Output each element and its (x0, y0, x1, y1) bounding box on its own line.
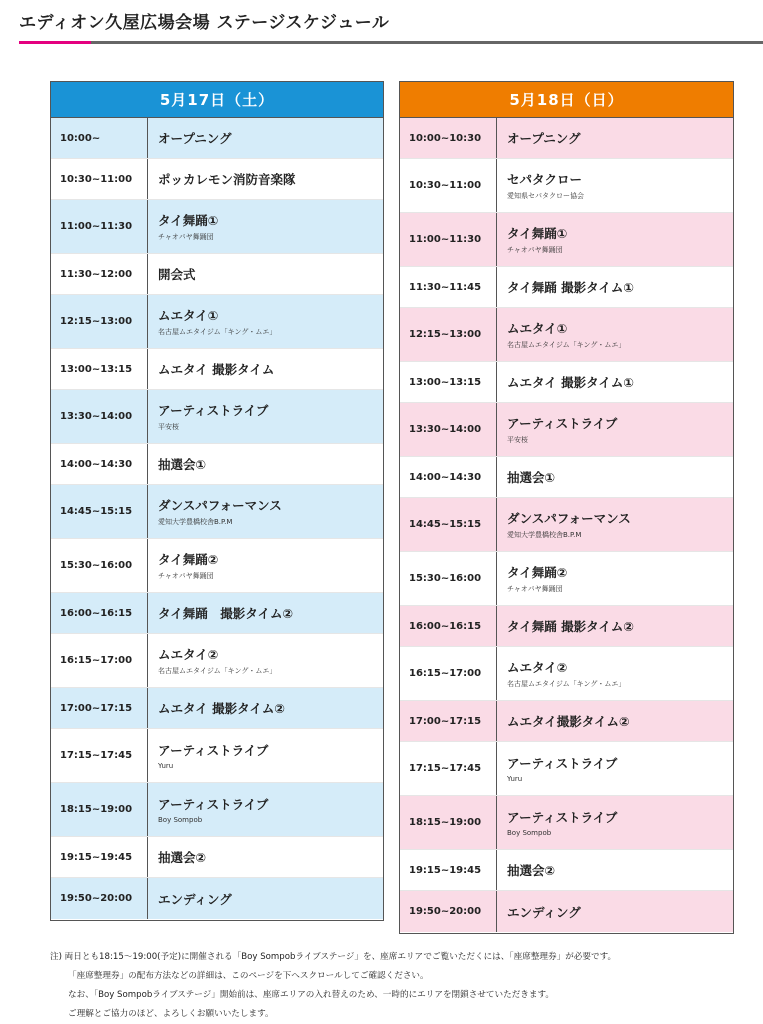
time-cell: 19:50~20:00 (51, 878, 148, 919)
schedule-row (400, 159, 733, 213)
event-cell (497, 129, 733, 147)
event-title: ムエタイ 撮影タイム (158, 362, 275, 377)
event-title: アーティストライブ (507, 416, 618, 431)
schedule-row (51, 539, 383, 593)
event-title: 抽選会① (158, 457, 207, 472)
event-performer: 名古屋ムエタイジム「キング・ムエ」 (158, 328, 277, 336)
day2-schedule-table (399, 81, 734, 934)
schedule-row (400, 742, 733, 796)
time-cell: 10:00~10:30 (400, 118, 497, 158)
time-cell: 16:00~16:15 (400, 606, 497, 646)
event-cell (148, 645, 383, 676)
schedule-row (51, 634, 383, 688)
event-performer: 名古屋ムエタイジム「キング・ムエ」 (507, 680, 626, 688)
time-cell: 13:30~14:00 (400, 403, 497, 456)
event-cell (148, 360, 383, 378)
event-cell (148, 306, 383, 337)
event-cell (148, 848, 383, 866)
schedule-row (51, 444, 383, 485)
event-title: 抽選会② (507, 863, 556, 878)
event-title: タイ舞踊 撮影タイム① (507, 280, 634, 295)
event-cell (148, 211, 383, 242)
schedule-row (400, 796, 733, 850)
event-performer: Boy Sompob (158, 816, 203, 824)
time-cell: 11:30~12:00 (51, 254, 148, 294)
event-title: タイ舞踊② (507, 565, 568, 580)
schedule-row (51, 837, 383, 878)
event-performer: 平安桜 (158, 423, 179, 431)
event-cell (497, 658, 733, 689)
time-cell: 19:50~20:00 (400, 891, 497, 932)
event-cell (148, 129, 383, 147)
event-performer: 愛知大学豊橋校舎B.P.M (158, 518, 233, 526)
time-cell: 13:30~14:00 (51, 390, 148, 443)
event-title: タイ舞踊 撮影タイム② (507, 619, 634, 634)
schedule-row (51, 783, 383, 837)
event-title: タイ舞踊② (158, 552, 219, 567)
event-performer: チャオパヤ舞踊団 (158, 233, 214, 241)
schedule-row (51, 485, 383, 539)
event-cell (148, 455, 383, 473)
schedule-row (51, 390, 383, 444)
event-title: タイ舞踊① (158, 213, 219, 228)
schedule-row (51, 118, 383, 159)
schedule-row (400, 403, 733, 457)
event-cell (497, 712, 733, 730)
event-title: 抽選会② (158, 850, 207, 865)
event-performer: 名古屋ムエタイジム「キング・ムエ」 (507, 341, 626, 349)
event-title: エンディング (507, 904, 581, 920)
schedule-row (400, 891, 733, 932)
time-cell: 10:30~11:00 (400, 159, 497, 212)
time-cell: 19:15~19:45 (400, 850, 497, 890)
schedule-row (51, 349, 383, 390)
time-cell: 12:15~13:00 (51, 295, 148, 348)
event-performer: チャオパヤ舞踊団 (507, 585, 563, 593)
event-cell (497, 278, 733, 296)
event-cell (497, 903, 733, 921)
event-performer: チャオパヤ舞踊団 (158, 572, 214, 580)
event-performer: チャオパヤ舞踊団 (507, 246, 563, 254)
event-cell (148, 496, 383, 527)
event-cell (497, 509, 733, 540)
schedule-row (400, 362, 733, 403)
time-cell: 10:00~ (51, 118, 148, 158)
time-cell: 17:00~17:15 (400, 701, 497, 741)
event-performer: Boy Sompob (507, 829, 552, 837)
schedule-row (51, 200, 383, 254)
event-title: 抽選会① (507, 470, 556, 485)
event-title: タイ舞踊 撮影タイム② (158, 606, 294, 621)
note-line: 注) 両日とも18:15～19:00(予定)に開催される「Boy Sompobライブステージ」を、座席エリアでご覧いただくには、「座席整理券」が必要です。 (50, 952, 617, 962)
event-performer: Yuru (507, 775, 523, 783)
event-cell (497, 468, 733, 486)
schedule-row (51, 593, 383, 634)
event-title: アーティストライブ (158, 743, 269, 758)
schedule-row (400, 267, 733, 308)
time-cell: 17:00~17:15 (51, 688, 148, 728)
schedule-row (400, 701, 733, 742)
time-cell: 11:30~11:45 (400, 267, 497, 307)
event-title: ムエタイ② (158, 647, 219, 662)
event-cell (148, 795, 383, 824)
time-cell: 10:30~11:00 (51, 159, 148, 199)
event-title: オープニング (507, 131, 581, 146)
day1-rows (51, 118, 383, 919)
time-cell: 14:45~15:15 (51, 485, 148, 538)
event-cell (148, 741, 383, 770)
time-cell: 16:00~16:15 (51, 593, 148, 633)
event-cell (148, 699, 383, 717)
event-cell (148, 265, 383, 283)
time-cell: 14:00~14:30 (400, 457, 497, 497)
event-cell (148, 890, 383, 908)
event-cell (497, 224, 733, 255)
event-title: セパタクロー (507, 172, 583, 187)
event-title: ポッカレモン消防音楽隊 (158, 172, 296, 187)
title-divider (19, 41, 763, 44)
time-cell: 13:00~13:15 (400, 362, 497, 402)
event-cell (148, 604, 383, 622)
event-cell (497, 754, 733, 783)
time-cell: 18:15~19:00 (400, 796, 497, 849)
time-cell: 16:15~17:00 (51, 634, 148, 687)
event-performer: 愛知大学豊橋校舎B.P.M (507, 531, 582, 539)
event-cell (497, 861, 733, 879)
schedule-row (51, 878, 383, 919)
schedule-row (400, 606, 733, 647)
schedule-row (400, 457, 733, 498)
time-cell: 17:15~17:45 (51, 729, 148, 782)
time-cell: 14:45~15:15 (400, 498, 497, 551)
schedule-row (400, 213, 733, 267)
event-title: ダンスパフォーマンス (507, 511, 631, 526)
schedule-row (51, 159, 383, 200)
event-performer: 愛知県セパタクロー協会 (507, 192, 584, 200)
schedule-row (51, 254, 383, 295)
event-title: アーティストライブ (158, 403, 269, 418)
event-title: ダンスパフォーマンス (158, 498, 282, 513)
schedule-row (400, 647, 733, 701)
event-cell (497, 617, 733, 635)
time-cell: 17:15~17:45 (400, 742, 497, 795)
event-cell (148, 401, 383, 432)
event-cell (497, 373, 733, 391)
note-line: 「座席整理券」の配布方法などの詳細は、このページを下へスクロールしてご確認ください。 (68, 971, 429, 981)
note-line: ご理解とご協力のほど、よろしくお願いいたします。 (68, 1009, 274, 1019)
note-line: なお、「Boy Sompobライブステージ」開始前は、座席エリアの入れ替えのため、一時的にエリアを閉鎖させていただきます。 (68, 990, 554, 1000)
time-cell: 15:30~16:00 (400, 552, 497, 605)
schedule-row (51, 688, 383, 729)
time-cell: 19:15~19:45 (51, 837, 148, 877)
page-title: エディオン久屋広場会場 ステージスケジュール (19, 13, 390, 33)
time-cell: 14:00~14:30 (51, 444, 148, 484)
notes (50, 948, 760, 1024)
event-title: ムエタイ撮影タイム② (507, 714, 630, 729)
event-cell (497, 319, 733, 350)
event-title: アーティストライブ (507, 810, 618, 825)
time-cell: 15:30~16:00 (51, 539, 148, 592)
schedule-row (400, 308, 733, 362)
day2-rows (400, 118, 733, 932)
time-cell: 16:15~17:00 (400, 647, 497, 700)
schedule-row (51, 295, 383, 349)
event-title: ムエタイ 撮影タイム① (507, 375, 634, 390)
day2-header: 5月18日（日） (400, 82, 733, 118)
event-performer: 平安桜 (507, 436, 528, 444)
time-cell: 13:00~13:15 (51, 349, 148, 389)
event-title: ムエタイ① (507, 321, 568, 336)
event-title: ムエタイ② (507, 660, 568, 675)
schedule-row (51, 729, 383, 783)
event-cell (497, 808, 733, 837)
day1-header: 5月17日（土） (51, 82, 383, 118)
schedule-row (400, 118, 733, 159)
event-performer: 名古屋ムエタイジム「キング・ムエ」 (158, 667, 277, 675)
event-title: ムエタイ 撮影タイム② (158, 701, 285, 716)
event-title: ムエタイ① (158, 308, 219, 323)
event-cell (148, 170, 383, 188)
event-title: アーティストライブ (507, 756, 618, 771)
event-title: アーティストライブ (158, 797, 269, 812)
time-cell: 11:00~11:30 (400, 213, 497, 266)
time-cell: 18:15~19:00 (51, 783, 148, 836)
time-cell: 11:00~11:30 (51, 200, 148, 253)
day1-schedule-table (50, 81, 384, 921)
event-title: エンディング (158, 891, 232, 907)
event-cell (497, 170, 733, 201)
event-cell (148, 550, 383, 581)
event-title: オープニング (158, 131, 232, 146)
event-cell (497, 563, 733, 594)
event-title: タイ舞踊① (507, 226, 568, 241)
event-title: 開会式 (158, 267, 196, 282)
time-cell: 12:15~13:00 (400, 308, 497, 361)
schedule-row (400, 850, 733, 891)
schedule-row (400, 552, 733, 606)
event-cell (497, 414, 733, 445)
event-performer: Yuru (158, 762, 174, 770)
schedule-row (400, 498, 733, 552)
